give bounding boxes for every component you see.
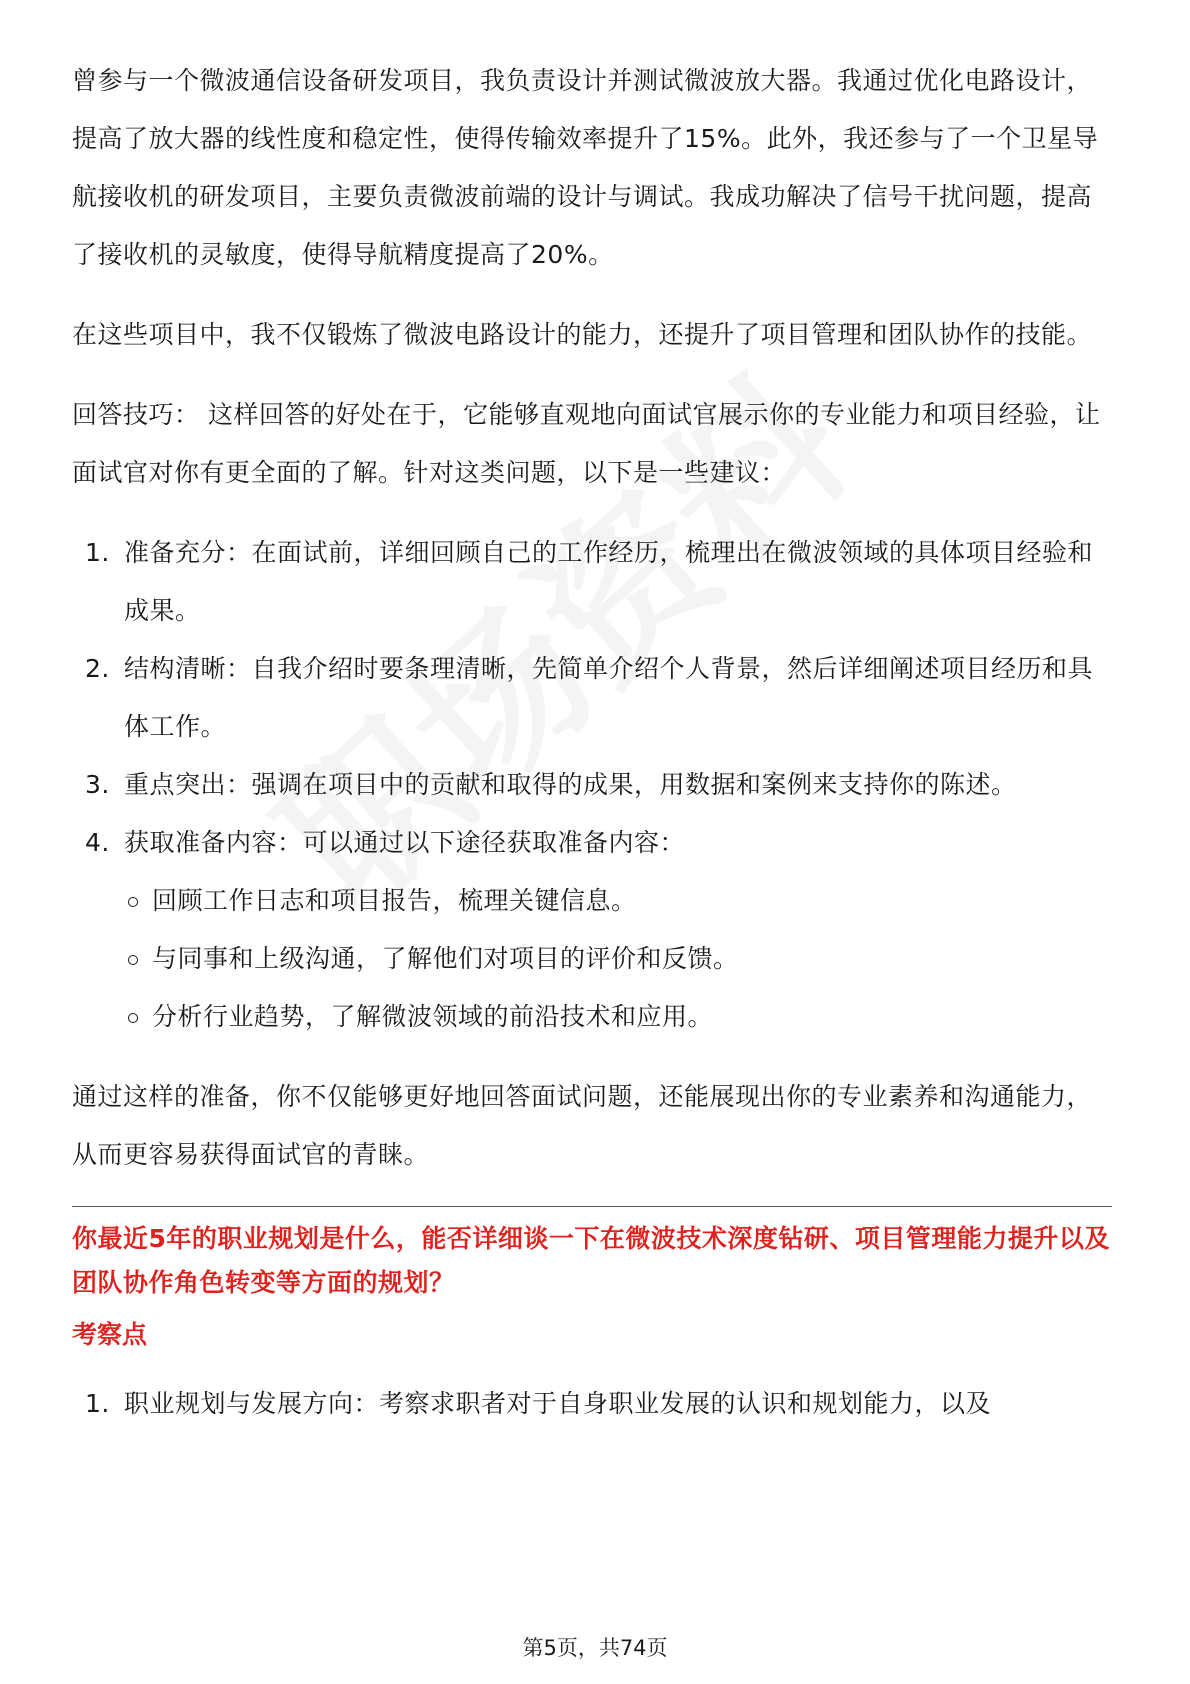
page-footer: 第5页，共74页 (522, 1636, 668, 1660)
list-number: 1. (85, 538, 110, 567)
list-item-text: 重点突出：强调在项目中的贡献和取得的成果，用数据和案例来支持你的陈述。 (124, 770, 1017, 799)
sub-list-item (124, 988, 1112, 1046)
list-item (72, 814, 1112, 1046)
sub-list-item (124, 872, 1112, 930)
list-item-text: 职业规划与发展方向：考察求职者对于自身职业发展的认识和规划能力，以及 (124, 1389, 992, 1418)
list-item-text: 获取准备内容：可以通过以下途径获取准备内容： (124, 828, 686, 857)
sub-list-item (124, 930, 1112, 988)
sub-list-item-text: 回顾工作日志和项目报告，梳理关键信息。 (152, 886, 637, 915)
list-item-text: 准备充分：在面试前，详细回顾自己的工作经历，梳理出在微波领域的具体项目经验和成果。 (124, 538, 1094, 625)
bullet-icon (128, 897, 138, 907)
list-item-text: 结构清晰：自我介绍时要条理清晰，先简单介绍个人背景，然后详细阐述项目经历和具体工作。 (124, 654, 1094, 741)
bullet-icon (128, 955, 138, 965)
paragraph-project-experience: 曾参与一个微波通信设备研发项目，我负责设计并测试微波放大器。我通过优化电路设计，提高了放大器的线性度和稳定性，使得传输效率提升了15%。此外，我还参与了一个卫星导航接收机的研发项目，主要负责微波前端的设计与调试。我成功解决了信号干扰问题，提高了接收机的灵敏度，使得导航精度提高了20%。 (72, 66, 1099, 269)
sub-list-item-text: 分析行业趋势，了解微波领域的前沿技术和应用。 (152, 1002, 714, 1031)
section-divider (72, 1206, 1112, 1207)
list-number: 3. (85, 770, 110, 799)
section-heading: 考察点 (72, 1320, 148, 1349)
paragraph-answer-tips: 回答技巧： 这样回答的好处在于，它能够直观地向面试官展示你的专业能力和项目经验，让面试官对你有更全面的了解。针对这类问题，以下是一些建议： (72, 400, 1101, 487)
bullet-icon (128, 1013, 138, 1023)
list-number: 1. (85, 1389, 110, 1418)
points-list (72, 1375, 1112, 1433)
list-number: 2. (85, 654, 110, 683)
list-item (72, 640, 1112, 756)
interview-question: 你最近5年的职业规划是什么，能否详细谈一下在微波技术深度钻研、项目管理能力提升以及团队协作角色转变等方面的规划？ (72, 1224, 1110, 1297)
tips-list (72, 524, 1112, 1046)
list-item (72, 1375, 1112, 1433)
sub-list (124, 872, 1112, 1046)
sub-list-item-text: 与同事和上级沟通，了解他们对项目的评价和反馈。 (152, 944, 739, 973)
paragraph-summary: 在这些项目中，我不仅锻炼了微波电路设计的能力，还提升了项目管理和团队协作的技能。 (72, 320, 1093, 349)
list-item (72, 756, 1112, 814)
list-item (72, 524, 1112, 640)
paragraph-closing: 通过这样的准备，你不仅能够更好地回答面试问题，还能展现出你的专业素养和沟通能力，从而更容易获得面试官的青睐。 (72, 1082, 1093, 1169)
document-page (72, 52, 1112, 1433)
list-number: 4. (85, 828, 110, 857)
